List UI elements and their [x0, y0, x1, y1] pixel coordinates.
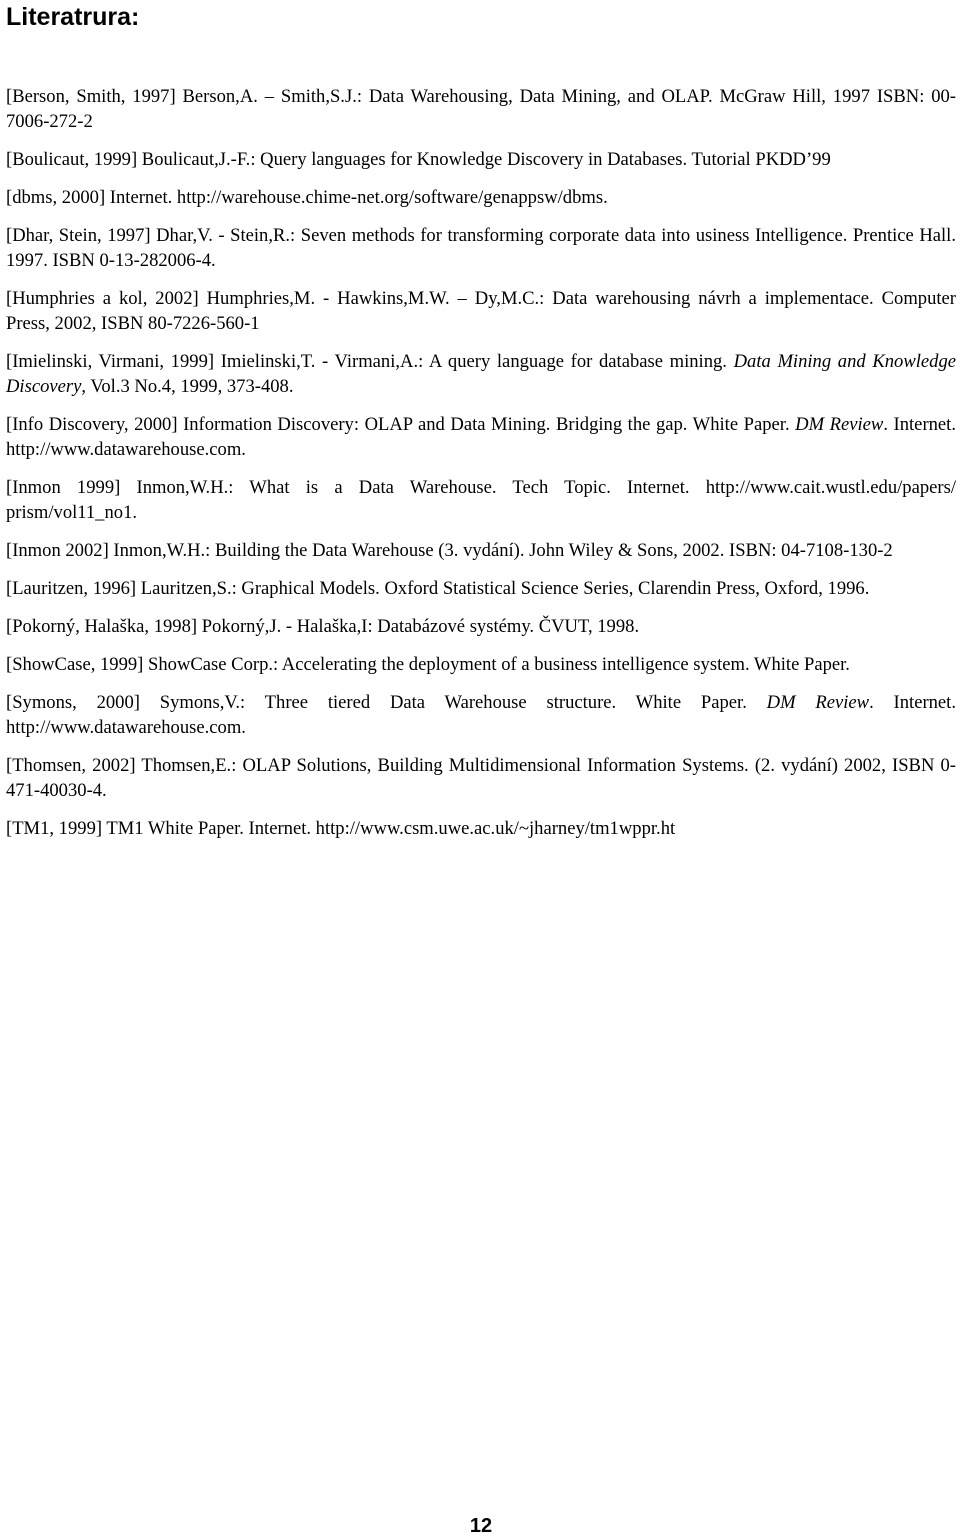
reference-text: , Vol.3 No.4, 1999, 373-408. [81, 376, 294, 397]
reference-text: [TM1, 1999] TM1 White Paper. Internet. http://www.csm.uwe.ac.uk/~jharney/tm1wppr.ht [6, 818, 676, 839]
reference-item [6, 349, 956, 399]
reference-text: [Pokorný, Halaška, 1998] Pokorný,J. - Halaška,I: Databázové systémy. ČVUT, 1998. [6, 616, 640, 637]
reference-journal-title: DM Review [766, 692, 870, 713]
reference-item [6, 652, 956, 677]
reference-item [6, 286, 956, 336]
reference-text: [ShowCase, 1999] ShowCase Corp.: Accelerating the deployment of a business intelligence system. White Paper. [6, 654, 850, 675]
reference-item [6, 576, 956, 601]
reference-item [6, 223, 956, 273]
reference-text: [Boulicaut, 1999] Boulicaut,J.-F.: Query languages for Knowledge Discovery in Databases. Tutorial PKDD’99 [6, 149, 831, 170]
reference-item [6, 538, 956, 563]
reference-item [6, 753, 956, 803]
reference-item [6, 614, 956, 639]
reference-text: [dbms, 2000] Internet. http://warehouse.chime-net.org/software/genappsw/dbms. [6, 187, 608, 208]
reference-text: [Thomsen, 2002] Thomsen,E.: OLAP Solutions, Building Multidimensional Information Systems. (2. vydání) 2002, ISBN 0-471-40030-4. [6, 755, 956, 801]
page-heading: Literatrura: [6, 3, 140, 31]
reference-item [6, 475, 956, 525]
reference-item [6, 185, 956, 210]
reference-text: [Dhar, Stein, 1997] Dhar,V. - Stein,R.: Seven methods for transforming corporate data into usiness Intelligence. Prentice Hall. 1997. ISBN 0-13-282006-4. [6, 225, 956, 271]
reference-item [6, 84, 956, 134]
reference-text: [Inmon 1999] Inmon,W.H.: What is a Data Warehouse. Tech Topic. Internet. http://www.cait.wustl.edu/papers/ prism/vol11_no1. [6, 477, 956, 523]
reference-journal-title: DM Review [795, 414, 884, 435]
reference-text: [Imielinski, Virmani, 1999] Imielinski,T. - Virmani,A.: A query language for database mining. [6, 351, 734, 372]
reference-text: [Inmon 2002] Inmon,W.H.: Building the Data Warehouse (3. vydání). John Wiley & Sons, 2002. ISBN: 04-7108-130-2 [6, 540, 893, 561]
document-page [6, 0, 956, 1537]
reference-item [6, 412, 956, 462]
reference-list [6, 84, 956, 854]
reference-text: . Internet. http://www.datawarehouse.com. [6, 692, 956, 738]
reference-text: [Symons, 2000] Symons,V.: Three tiered Data Warehouse structure. White Paper. [6, 692, 767, 713]
reference-journal-title: Data Mining and Knowledge Discovery [6, 351, 956, 397]
page-number: 12 [469, 1515, 493, 1537]
reference-text: [Info Discovery, 2000] Information Discovery: OLAP and Data Mining. Bridging the gap. White Paper. [6, 414, 796, 435]
reference-text: [Humphries a kol, 2002] Humphries,M. - Hawkins,M.W. – Dy,M.C.: Data warehousing návrh a implementace. Computer Press, 2002, ISBN 80-7226-560-1 [6, 288, 956, 334]
reference-item [6, 690, 956, 740]
reference-item [6, 147, 956, 172]
reference-text: [Berson, Smith, 1997] Berson,A. – Smith,S.J.: Data Warehousing, Data Mining, and OLAP. McGraw Hill, 1997 ISBN: 00-7006-272-2 [6, 86, 956, 132]
reference-text: . Internet. http://www.datawarehouse.com. [6, 414, 956, 460]
reference-item [6, 816, 956, 841]
reference-text: [Lauritzen, 1996] Lauritzen,S.: Graphical Models. Oxford Statistical Science Series, Clarendin Press, Oxford, 1996. [6, 578, 870, 599]
